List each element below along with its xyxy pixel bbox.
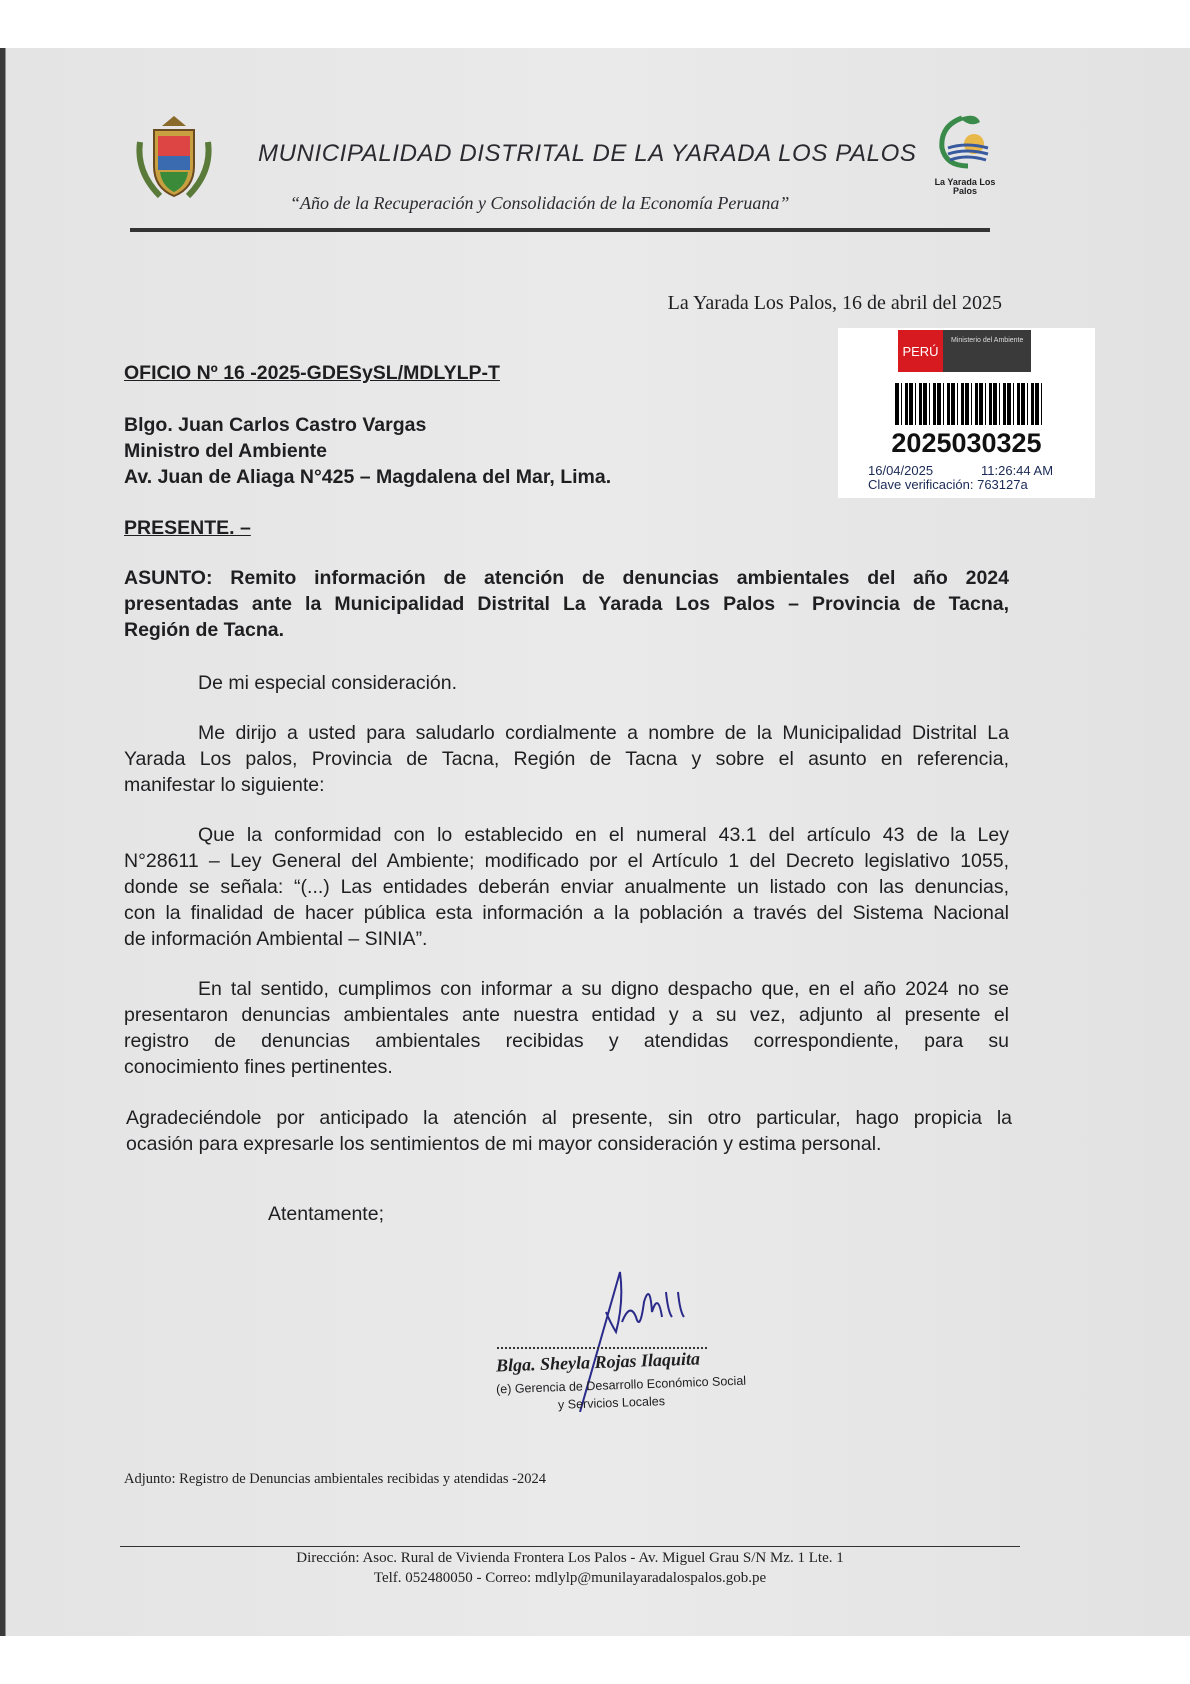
date-line: La Yarada Los Palos, 16 de abril del 2025: [667, 292, 1002, 314]
asunto-line: ASUNTO: Remito información de atención de denuncias ambientales del año 2024: [124, 567, 1009, 589]
body-line: presentaron denuncias ambientales ante nuestra entidad y a su vez, adjunto al presente el: [124, 1004, 1009, 1026]
body-line: Me dirijo a usted para saludarlo cordialmente a nombre de la Municipalidad Distrital La: [198, 722, 1009, 744]
verification-code: Clave verificación: 763127a: [868, 477, 1028, 492]
body-line: Que la conformidad con lo establecido en el numeral 43.1 del artículo 43 de la Ley: [198, 824, 1009, 846]
addressee-name: Blgo. Juan Carlos Castro Vargas: [124, 414, 427, 436]
reception-stamp: [838, 328, 1095, 498]
body-line: Yarada Los palos, Provincia de Tacna, Región de Tacna y sobre el asunto en referencia,: [124, 748, 1009, 770]
year-motto: “Año de la Recuperación y Consolidación de la Economía Peruana”: [290, 193, 790, 213]
body-line: con la finalidad de hacer pública esta información a la población a través del Sistema Nacional: [124, 902, 1009, 924]
stamp-time: 11:26:44 AM: [981, 463, 1054, 478]
addressee-address: Av. Juan de Aliaga N°425 – Magdalena del Mar, Lima.: [124, 466, 612, 488]
body-line: registro de denuncias ambientales recibidas y atendidas correspondiente, para su: [124, 1030, 1009, 1052]
asunto-line: presentadas ante la Municipalidad Distrital La Yarada Los Palos – Provincia de Tacna,: [124, 593, 1009, 615]
signer-role-2: y Servicios Locales: [557, 1394, 666, 1412]
closing: Atentamente;: [268, 1203, 384, 1225]
stamp-date: 16/04/2025: [868, 463, 934, 478]
footer-address: Dirección: Asoc. Rural de Vivienda Frontera Los Palos - Av. Miguel Grau S/N Mz. 1 Lte. 1: [296, 1550, 844, 1566]
addressee-title: Ministro del Ambiente: [124, 440, 327, 462]
asunto-line: Región de Tacna.: [124, 619, 284, 641]
body-line: donde se señala: “(...) Las entidades deberán enviar anualmente un listado con las denuncias,: [124, 876, 1009, 898]
la-yarada-logo-icon: [932, 112, 996, 172]
footer-rule: [120, 1546, 1020, 1547]
municipal-coat-of-arms-icon: [130, 112, 218, 204]
ministry-label: Ministerio del Ambiente: [943, 330, 1031, 372]
registration-number: 2025030325: [891, 428, 1042, 458]
body-line: N°28611 – Ley General del Ambiente; modificado por el Artículo 1 del Decreto legislativo 1055,: [124, 850, 1009, 872]
header-rule: [130, 228, 990, 232]
signer-role: (e) Gerencia de Desarrollo Económico Social: [495, 1373, 747, 1397]
footer-contact: Telf. 052480050 - Correo: mdlylp@munilayaradalospalos.gob.pe: [373, 1570, 767, 1586]
body-line: En tal sentido, cumplimos con informar a su digno despacho que, en el año 2024 no se: [198, 978, 1009, 1000]
municipality-title: MUNICIPALIDAD DISTRITAL DE LA YARADA LOS PALOS: [258, 140, 917, 167]
body-line: ocasión para expresarle los sentimientos de mi mayor consideración y estima personal.: [126, 1133, 882, 1155]
body-line: de información Ambiental – SINIA”.: [124, 928, 428, 950]
body-line: manifestar lo siguiente:: [124, 774, 325, 796]
presente-label: PRESENTE. –: [124, 517, 251, 539]
body-line: conocimiento fines pertinentes.: [124, 1056, 393, 1078]
attachment-note: Adjunto: Registro de Denuncias ambientales recibidas y atendidas -2024: [124, 1471, 547, 1487]
la-yarada-logo-text: La Yarada Los Palos: [934, 177, 996, 196]
peru-label: PERÚ: [898, 330, 943, 372]
greeting: De mi especial consideración.: [198, 672, 458, 694]
oficio-reference: OFICIO Nº 16 -2025-GDESySL/MDLYLP-T: [124, 362, 500, 384]
body-line: Agradeciéndole por anticipado la atención al presente, sin otro particular, hago propicia la: [126, 1107, 1012, 1129]
signer-name: Blga. Sheyla Rojas Ilaquita: [495, 1348, 701, 1376]
barcode-icon: [895, 383, 1043, 425]
